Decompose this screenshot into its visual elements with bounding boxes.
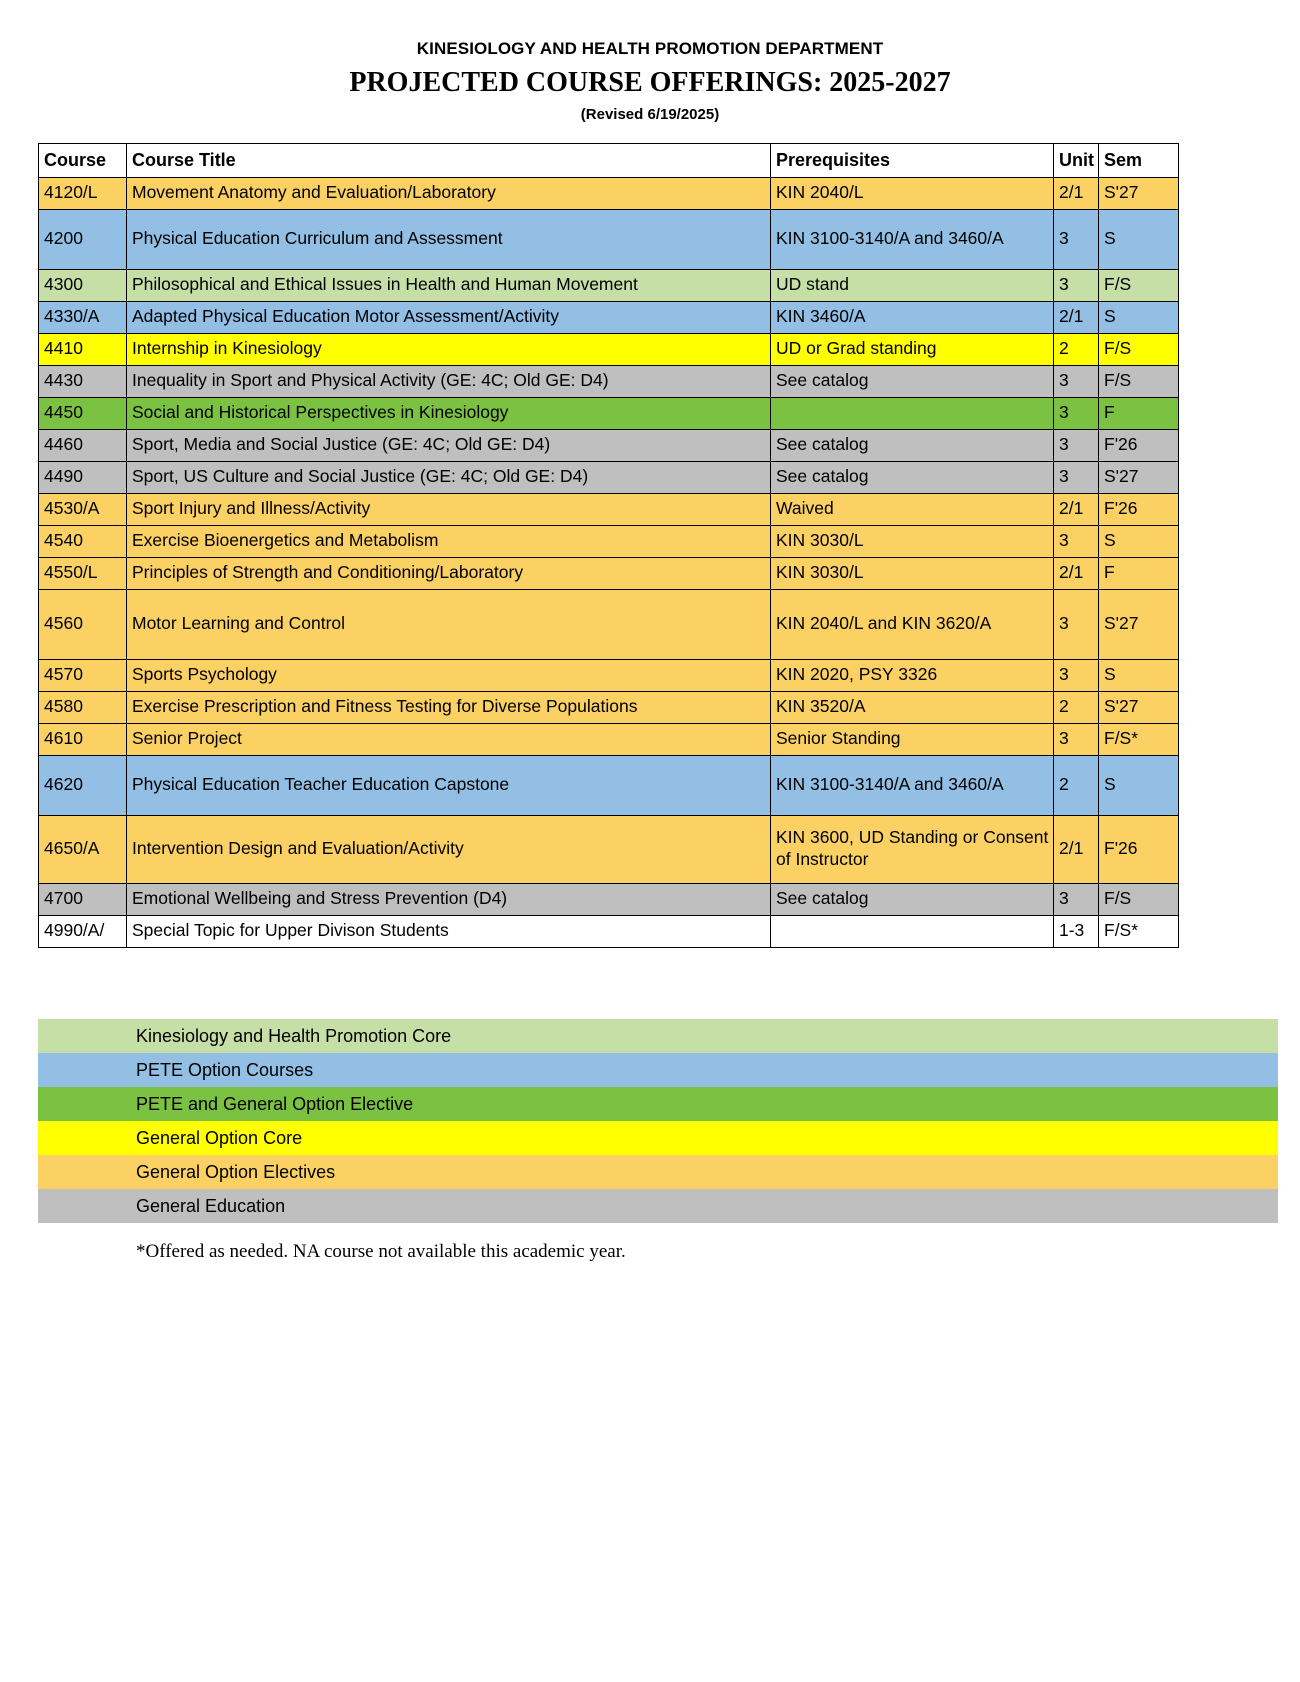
cell-course: 4330/A (39, 302, 127, 334)
cell-unit: 3 (1054, 430, 1099, 462)
table-row (39, 660, 1179, 692)
cell-course: 4490 (39, 462, 127, 494)
table-row (39, 210, 1179, 270)
page-title: PROJECTED COURSE OFFERINGS: 2025-2027 (349, 66, 951, 98)
cell-course: 4300 (39, 270, 127, 302)
cell-title: Intervention Design and Evaluation/Activity (127, 816, 771, 884)
cell-prereq: KIN 2040/L and KIN 3620/A (771, 590, 1054, 660)
cell-prereq (771, 916, 1054, 948)
legend-item-pete (38, 1053, 1278, 1087)
cell-sem: S (1099, 756, 1179, 816)
cell-course: 4650/A (39, 816, 127, 884)
cell-sem: S (1099, 660, 1179, 692)
cell-title: Philosophical and Ethical Issues in Health and Human Movement (127, 270, 771, 302)
cell-course: 4610 (39, 724, 127, 756)
cell-sem: F (1099, 398, 1179, 430)
table-row (39, 430, 1179, 462)
legend-item-label: General Education (136, 1196, 286, 1216)
cell-title: Exercise Bioenergetics and Metabolism (127, 526, 771, 558)
cell-unit: 3 (1054, 462, 1099, 494)
cell-title: Exercise Prescription and Fitness Testing for Diverse Populations (127, 692, 771, 724)
cell-course: 4460 (39, 430, 127, 462)
cell-title: Internship in Kinesiology (127, 334, 771, 366)
cell-sem: S (1099, 526, 1179, 558)
color-legend (38, 1019, 1278, 1223)
legend-item-gencore (38, 1121, 1278, 1155)
cell-prereq (771, 398, 1054, 430)
cell-course: 4120/L (39, 178, 127, 210)
cell-sem: F (1099, 558, 1179, 590)
cell-unit: 2 (1054, 334, 1099, 366)
table-body (39, 178, 1179, 948)
cell-title: Emotional Wellbeing and Stress Prevention (D4) (127, 884, 771, 916)
cell-prereq: KIN 3030/L (771, 558, 1054, 590)
cell-course: 4700 (39, 884, 127, 916)
cell-course: 4200 (39, 210, 127, 270)
table-row (39, 494, 1179, 526)
cell-prereq: UD stand (771, 270, 1054, 302)
table-row (39, 462, 1179, 494)
cell-title: Social and Historical Perspectives in Kinesiology (127, 398, 771, 430)
cell-unit: 2/1 (1054, 558, 1099, 590)
cell-title: Sport, Media and Social Justice (GE: 4C; Old GE: D4) (127, 430, 771, 462)
table-row (39, 334, 1179, 366)
cell-prereq: KIN 3100-3140/A and 3460/A (771, 756, 1054, 816)
table-row (39, 590, 1179, 660)
table-row (39, 724, 1179, 756)
cell-title: Physical Education Curriculum and Assessment (127, 210, 771, 270)
cell-prereq: KIN 3030/L (771, 526, 1054, 558)
legend-item-label: PETE and General Option Elective (136, 1094, 414, 1114)
table-header-row (39, 144, 1179, 178)
cell-sem: F/S* (1099, 724, 1179, 756)
table-row (39, 884, 1179, 916)
cell-unit: 2/1 (1054, 178, 1099, 210)
legend-item-label: Kinesiology and Health Promotion Core (136, 1026, 452, 1046)
cell-sem: F'26 (1099, 816, 1179, 884)
cell-title: Special Topic for Upper Divison Students (127, 916, 771, 948)
cell-unit: 3 (1054, 724, 1099, 756)
legend-item-gened (38, 1189, 1278, 1223)
legend-item-elective (38, 1087, 1278, 1121)
table-row (39, 178, 1179, 210)
table-row (39, 756, 1179, 816)
cell-course: 4550/L (39, 558, 127, 590)
table-row (39, 816, 1179, 884)
legend-item-label: PETE Option Courses (136, 1060, 314, 1080)
cell-course: 4580 (39, 692, 127, 724)
cell-sem: S'27 (1099, 178, 1179, 210)
cell-prereq: KIN 3600, UD Standing or Consent of Instructor (771, 816, 1054, 884)
course-offerings-table (38, 143, 1179, 948)
cell-unit: 3 (1054, 210, 1099, 270)
cell-title: Principles of Strength and Conditioning/Laboratory (127, 558, 771, 590)
cell-course: 4530/A (39, 494, 127, 526)
revision-date: (Revised 6/19/2025) (580, 106, 720, 124)
table-row (39, 398, 1179, 430)
cell-unit: 3 (1054, 366, 1099, 398)
cell-prereq: KIN 3520/A (771, 692, 1054, 724)
table-row (39, 366, 1179, 398)
legend-item-genelect (38, 1155, 1278, 1189)
table-row (39, 302, 1179, 334)
cell-course: 4410 (39, 334, 127, 366)
cell-sem: F/S* (1099, 916, 1179, 948)
cell-title: Adapted Physical Education Motor Assessment/Activity (127, 302, 771, 334)
table-row (39, 692, 1179, 724)
cell-prereq: See catalog (771, 884, 1054, 916)
cell-unit: 3 (1054, 270, 1099, 302)
cell-unit: 2 (1054, 692, 1099, 724)
cell-unit: 1-3 (1054, 916, 1099, 948)
cell-prereq: UD or Grad standing (771, 334, 1054, 366)
cell-prereq: KIN 2040/L (771, 178, 1054, 210)
legend-item-label: General Option Core (136, 1128, 303, 1148)
cell-unit: 2/1 (1054, 816, 1099, 884)
cell-course: 4430 (39, 366, 127, 398)
cell-title: Movement Anatomy and Evaluation/Laboratory (127, 178, 771, 210)
cell-unit: 3 (1054, 660, 1099, 692)
column-header-prereq: Prerequisites (771, 144, 1054, 178)
course-table-container (38, 143, 1178, 948)
cell-prereq: Waived (771, 494, 1054, 526)
cell-title: Senior Project (127, 724, 771, 756)
cell-course: 4450 (39, 398, 127, 430)
column-header-sem: Sem (1099, 144, 1179, 178)
cell-title: Sport Injury and Illness/Activity (127, 494, 771, 526)
cell-unit: 3 (1054, 526, 1099, 558)
department-name: KINESIOLOGY AND HEALTH PROMOTION DEPARTMENT (416, 39, 884, 58)
cell-unit: 3 (1054, 884, 1099, 916)
cell-sem: S'27 (1099, 692, 1179, 724)
cell-sem: S'27 (1099, 590, 1179, 660)
cell-unit: 3 (1054, 590, 1099, 660)
cell-course: 4620 (39, 756, 127, 816)
table-row (39, 270, 1179, 302)
cell-course: 4990/A/ (39, 916, 127, 948)
table-row (39, 558, 1179, 590)
cell-prereq: KIN 3460/A (771, 302, 1054, 334)
column-header-title: Course Title (127, 144, 771, 178)
legend-item-core (38, 1019, 1278, 1053)
cell-title: Sport, US Culture and Social Justice (GE: 4C; Old GE: D4) (127, 462, 771, 494)
cell-prereq: See catalog (771, 366, 1054, 398)
cell-prereq: Senior Standing (771, 724, 1054, 756)
column-header-unit: Unit (1054, 144, 1099, 178)
cell-course: 4540 (39, 526, 127, 558)
cell-prereq: See catalog (771, 430, 1054, 462)
cell-title: Inequality in Sport and Physical Activity (GE: 4C; Old GE: D4) (127, 366, 771, 398)
cell-course: 4560 (39, 590, 127, 660)
table-row (39, 916, 1179, 948)
table-header (39, 144, 1179, 178)
cell-prereq: See catalog (771, 462, 1054, 494)
cell-sem: F'26 (1099, 430, 1179, 462)
cell-sem: F/S (1099, 366, 1179, 398)
cell-sem: S (1099, 210, 1179, 270)
cell-unit: 2/1 (1054, 494, 1099, 526)
cell-title: Sports Psychology (127, 660, 771, 692)
cell-sem: S'27 (1099, 462, 1179, 494)
table-row (39, 526, 1179, 558)
cell-sem: F/S (1099, 270, 1179, 302)
legend-item-label: General Option Electives (136, 1162, 336, 1182)
cell-prereq: KIN 2020, PSY 3326 (771, 660, 1054, 692)
footnote: *Offered as needed. NA course not available this academic year. (136, 1241, 626, 1262)
cell-sem: F'26 (1099, 494, 1179, 526)
cell-unit: 2 (1054, 756, 1099, 816)
cell-title: Physical Education Teacher Education Capstone (127, 756, 771, 816)
cell-sem: F/S (1099, 884, 1179, 916)
cell-sem: S (1099, 302, 1179, 334)
cell-course: 4570 (39, 660, 127, 692)
cell-title: Motor Learning and Control (127, 590, 771, 660)
column-header-course: Course (39, 144, 127, 178)
document-header (0, 0, 1300, 124)
cell-prereq: KIN 3100-3140/A and 3460/A (771, 210, 1054, 270)
cell-sem: F/S (1099, 334, 1179, 366)
cell-unit: 3 (1054, 398, 1099, 430)
cell-unit: 2/1 (1054, 302, 1099, 334)
